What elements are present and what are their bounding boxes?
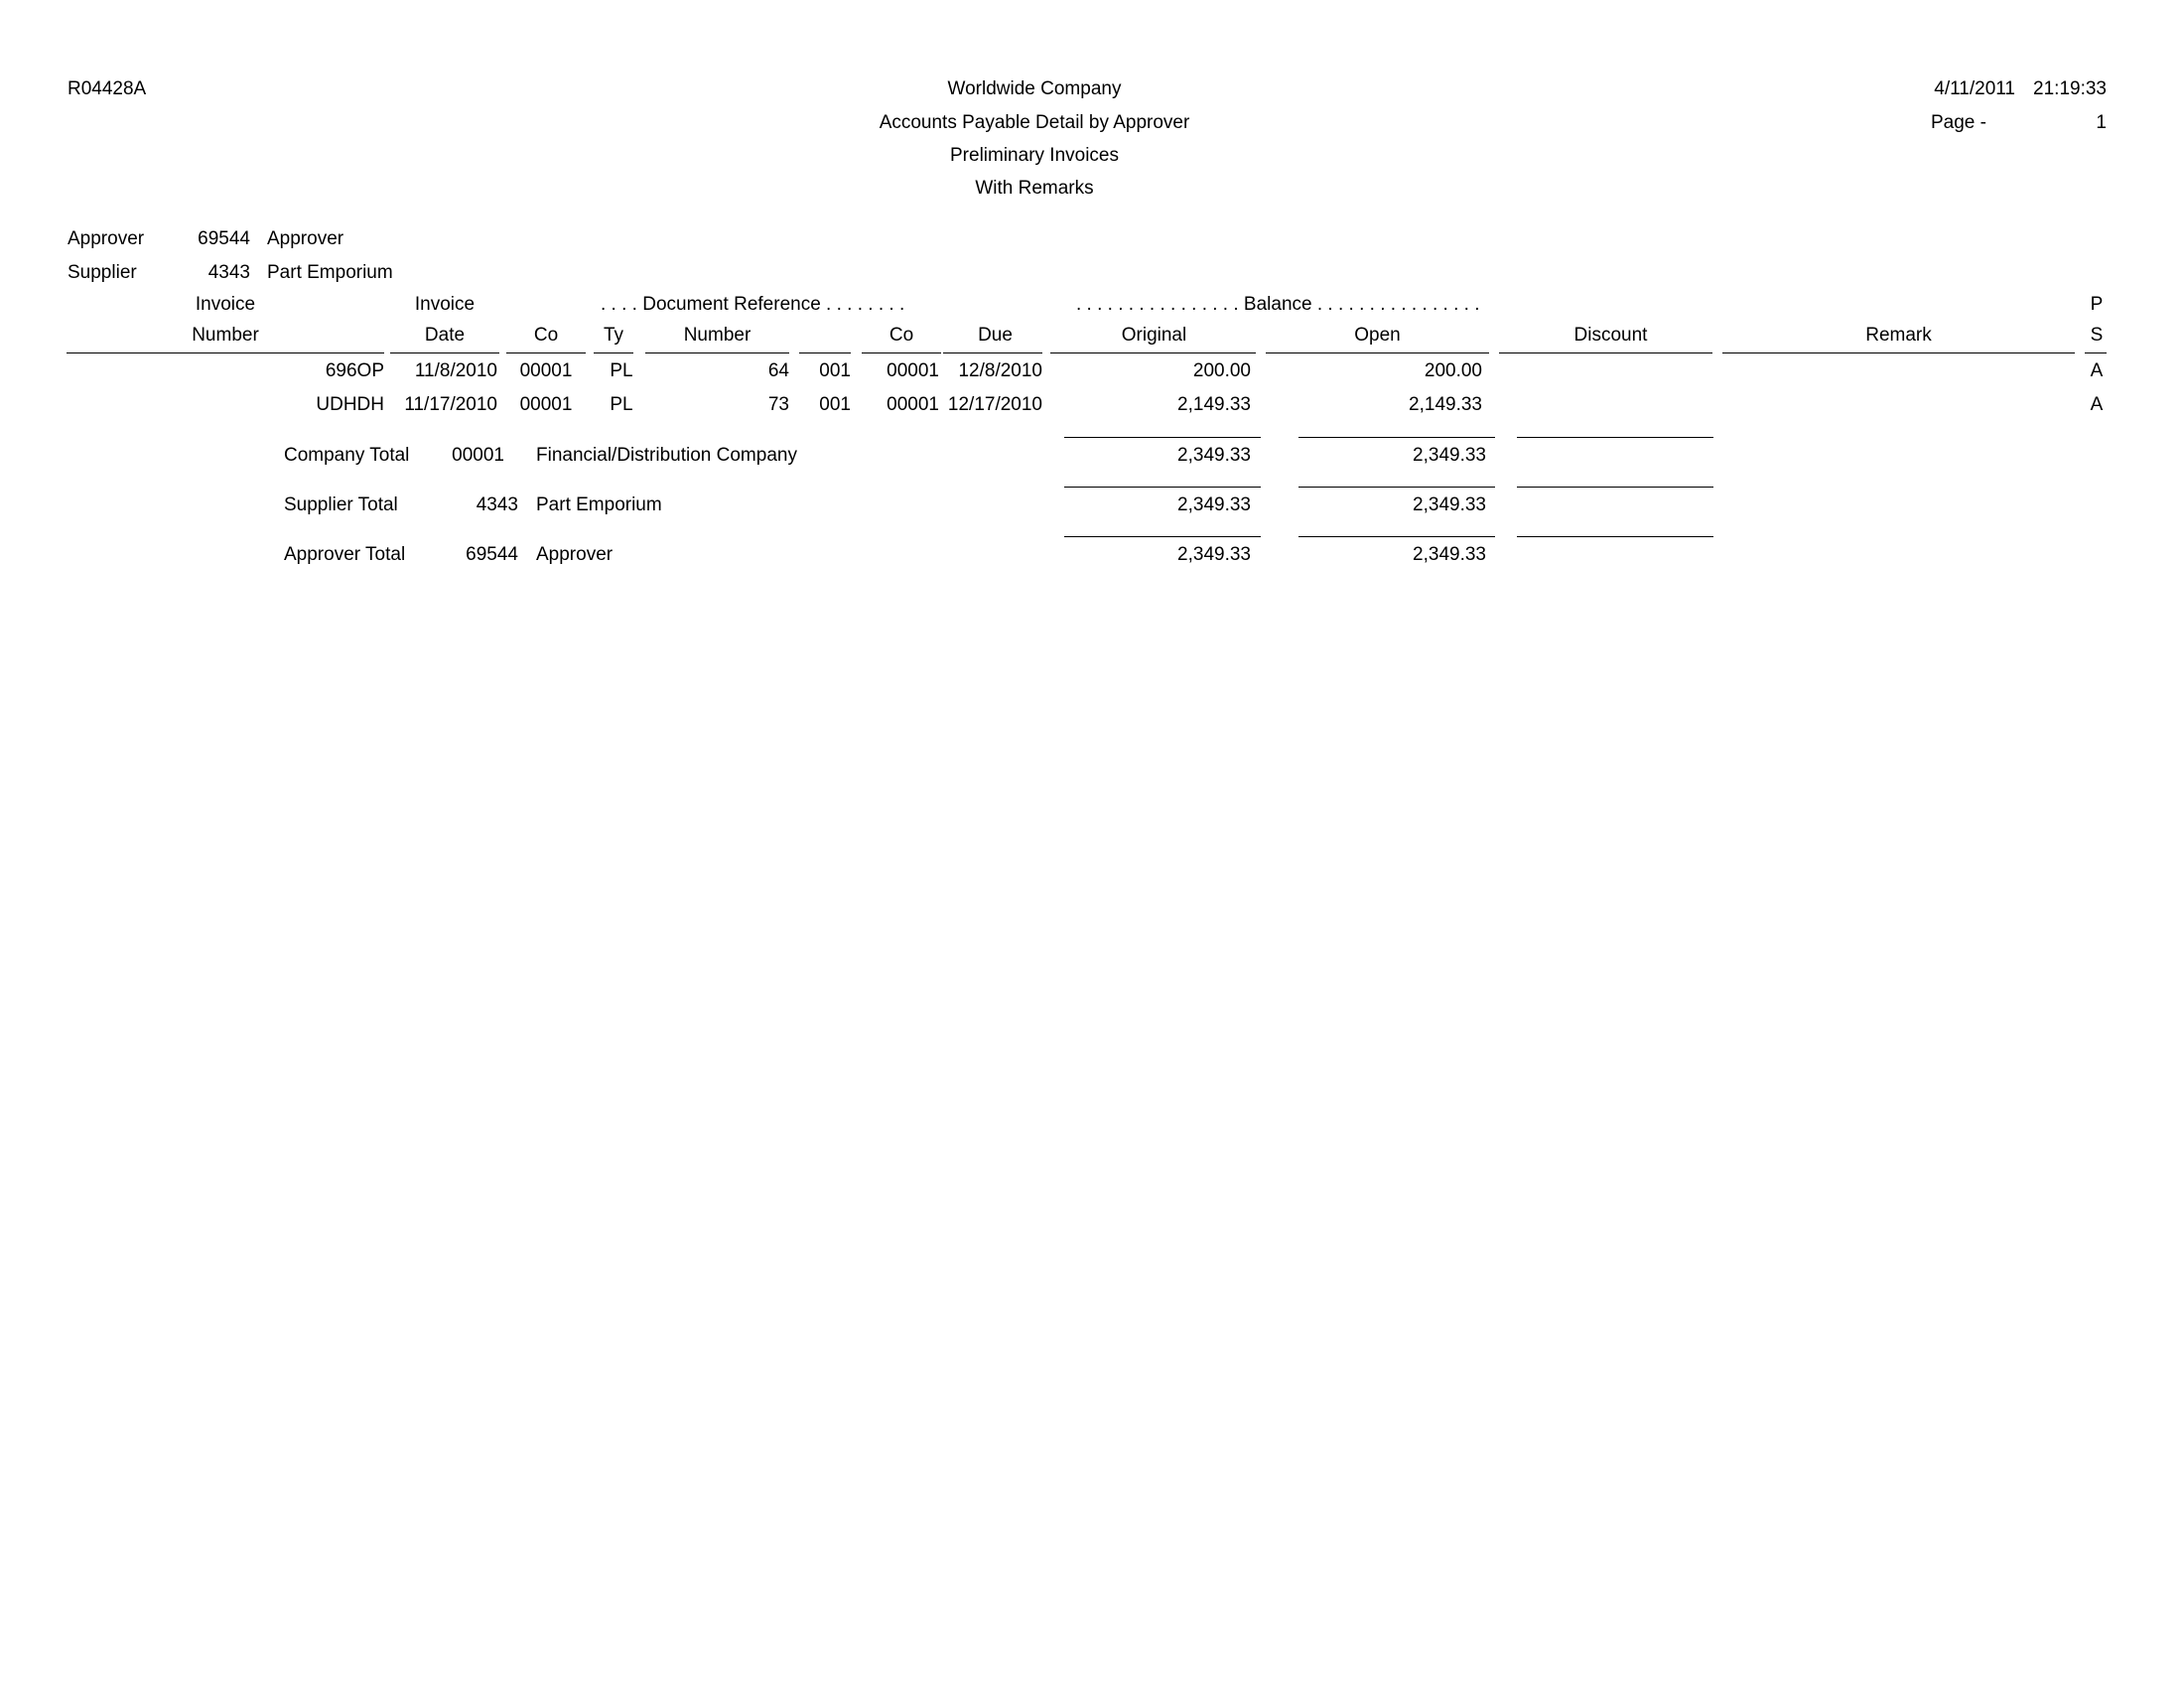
total-rule: [1064, 437, 1261, 438]
total-rule: [1298, 487, 1495, 488]
company-name: Worldwide Company: [947, 78, 1122, 99]
page-label: Page -: [1931, 112, 1986, 133]
supplier-number: 4343: [207, 262, 250, 283]
col-discount: Discount: [1573, 325, 1648, 346]
row-doc-type: PL: [610, 394, 633, 415]
total-rule: [1517, 437, 1713, 438]
supplier-total-label: Supplier Total: [284, 494, 398, 515]
row-original-amount: 2,149.33: [1177, 394, 1251, 415]
total-rule: [1517, 536, 1713, 537]
col-invoice-date-top: Invoice: [414, 294, 476, 315]
header-underline: [943, 352, 1042, 353]
approver-total-number: 69544: [466, 544, 518, 565]
report-subtitle-preliminary: Preliminary Invoices: [950, 145, 1119, 166]
header-underline: [67, 352, 384, 353]
approver-total-label: Approver Total: [284, 544, 406, 565]
approver-number: 69544: [198, 228, 250, 249]
supplier-total-original: 2,349.33: [1177, 494, 1251, 515]
approver-name: Approver: [267, 228, 344, 249]
col-doc-co: Co: [888, 325, 914, 346]
col-invoice-date: Date: [424, 325, 466, 346]
col-ps-bottom: S: [2090, 325, 2104, 346]
approver-total-original: 2,349.33: [1177, 544, 1251, 565]
report-subtitle-remarks: With Remarks: [975, 178, 1094, 199]
row-original-amount: 200.00: [1192, 360, 1251, 381]
company-total-number: 00001: [452, 445, 504, 466]
row-doc-co: 00001: [887, 360, 939, 381]
supplier-name: Part Emporium: [267, 262, 393, 283]
row-open-amount: 200.00: [1424, 360, 1482, 381]
row-doc-co: 00001: [887, 394, 939, 415]
header-underline: [1266, 352, 1489, 353]
header-underline: [2085, 352, 2107, 353]
col-due: Due: [978, 325, 1013, 346]
col-co: Co: [533, 325, 559, 346]
row-due-date: 12/17/2010: [947, 394, 1042, 415]
header-underline: [594, 352, 633, 353]
approver-total-name: Approver: [536, 544, 614, 565]
header-underline: [390, 352, 499, 353]
col-doc-ty: Ty: [603, 325, 624, 346]
row-co: 00001: [519, 360, 573, 381]
row-doc-number: 64: [767, 360, 789, 381]
total-rule: [1298, 536, 1495, 537]
report-id: R04428A: [68, 78, 147, 99]
row-due-date: 12/8/2010: [958, 360, 1042, 381]
row-doc-item: 001: [819, 394, 851, 415]
header-underline: [799, 352, 851, 353]
row-invoice-date: 11/8/2010: [414, 360, 497, 381]
col-invoice-top: Invoice: [195, 294, 256, 315]
supplier-label: Supplier: [68, 262, 137, 283]
header-underline: [1050, 352, 1256, 353]
page-number: 1: [2096, 112, 2107, 133]
header-underline: [862, 352, 941, 353]
approver-total-open: 2,349.33: [1413, 544, 1486, 565]
row-doc-number: 73: [767, 394, 789, 415]
supplier-total-number: 4343: [476, 494, 518, 515]
report-title: Accounts Payable Detail by Approver: [879, 112, 1190, 133]
col-invoice-number: Number: [192, 325, 259, 346]
col-open: Open: [1354, 325, 1401, 346]
report-time: 21:19:33: [2033, 78, 2107, 99]
supplier-total-open: 2,349.33: [1413, 494, 1486, 515]
header-underline: [506, 352, 586, 353]
supplier-total-name: Part Emporium: [536, 494, 662, 515]
company-total-name: Financial/Distribution Company: [536, 445, 797, 466]
row-pay-status: A: [2090, 360, 2104, 381]
company-total-original: 2,349.33: [1177, 445, 1251, 466]
col-remark: Remark: [1865, 325, 1932, 346]
col-doc-number: Number: [683, 325, 751, 346]
total-rule: [1517, 487, 1713, 488]
company-total-open: 2,349.33: [1413, 445, 1486, 466]
row-doc-item: 001: [819, 360, 851, 381]
header-underline: [645, 352, 789, 353]
row-co: 00001: [519, 394, 573, 415]
approver-label: Approver: [68, 228, 145, 249]
row-pay-status: A: [2090, 394, 2104, 415]
row-invoice-date: 11/17/2010: [404, 394, 497, 415]
header-underline: [1722, 352, 2075, 353]
col-ps-top: P: [2090, 294, 2104, 315]
row-invoice-number: UDHDH: [316, 394, 384, 415]
row-open-amount: 2,149.33: [1409, 394, 1482, 415]
col-document-reference-group: . . . . Document Reference . . . . . . . .: [601, 294, 905, 315]
row-invoice-number: 696OP: [325, 360, 384, 381]
col-balance-group: . . . . . . . . . . . . . . . . Balance . . . . . . . . . . . . . . . .: [1076, 294, 1480, 315]
total-rule: [1064, 487, 1261, 488]
header-underline: [1499, 352, 1712, 353]
total-rule: [1064, 536, 1261, 537]
company-total-label: Company Total: [284, 445, 410, 466]
row-doc-type: PL: [610, 360, 633, 381]
report-date: 4/11/2011: [1934, 78, 2015, 99]
col-original: Original: [1121, 325, 1187, 346]
total-rule: [1298, 437, 1495, 438]
